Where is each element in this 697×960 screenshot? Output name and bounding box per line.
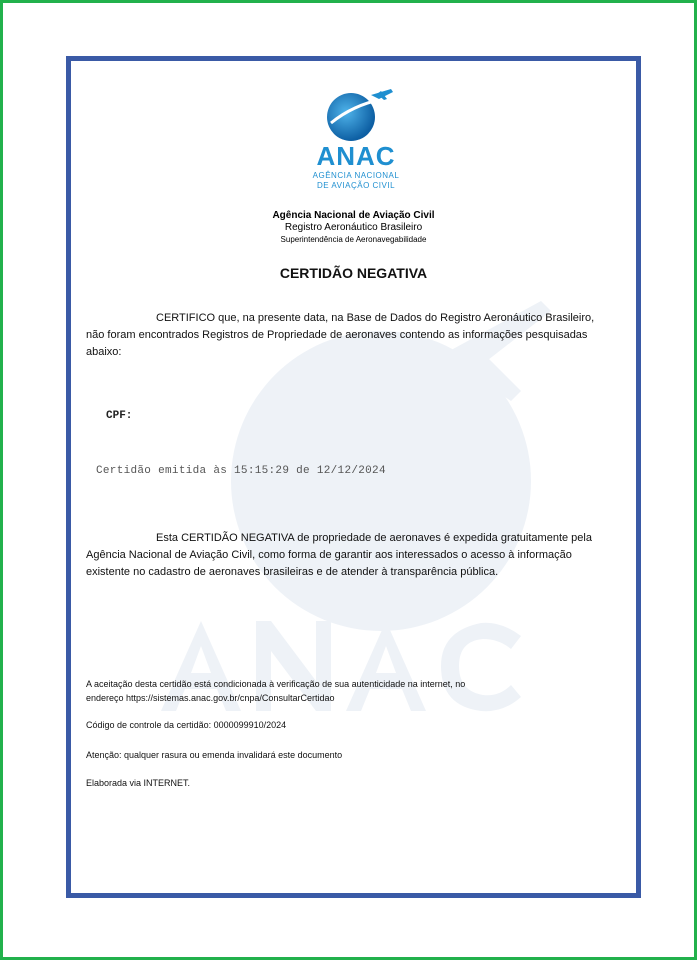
agency-header: [71, 209, 636, 245]
acceptance-line1: A aceitação desta certidão está condicionada à verificação de sua autenticidade na internet, no: [86, 679, 466, 689]
certify-paragraph: [86, 310, 606, 361]
cpf-label: CPF:: [106, 410, 133, 422]
superintendence-name: Superintendência de Aeronavegabilidade: [280, 235, 427, 244]
control-code: Código de controle da certidão: 0000099910/2024: [86, 720, 287, 730]
document-title: CERTIDÃO NEGATIVA: [279, 265, 428, 281]
certify-text: CERTIFICO que, na presente data, na Base de Dados do Registro Aeronáutico Brasileiro, não foram encontrados Registros de Propriedade de aeronaves contendo as informações pesquisadas abaixo:: [86, 312, 595, 358]
prepared-via: Elaborada via INTERNET.: [86, 778, 191, 788]
certificate-document: [66, 56, 641, 898]
issued-timestamp: Certidão emitida às 15:15:29 de 12/12/2024: [96, 465, 386, 477]
free-issue-text: Esta CERTIDÃO NEGATIVA de propriedade de aeronaves é expedida gratuitamente pela Agência Nacional de Aviação Civil, como forma de garantir aos interessados o acesso à informação existente no cadastro de aeronaves brasileiras e de atender à transparência pública.: [86, 532, 592, 578]
free-issue-paragraph: [86, 530, 606, 581]
registry-name: Registro Aeronáutico Brasileiro: [284, 222, 423, 233]
acceptance-line2: endereço https://sistemas.anac.gov.br/cnpa/ConsultarCertidao: [86, 693, 335, 703]
agency-name: Agência Nacional de Aviação Civil: [272, 210, 435, 221]
logo-wordmark: ANAC: [316, 141, 396, 171]
logo-subtitle-line1: AGÊNCIA NACIONAL: [312, 171, 400, 180]
logo-subtitle-line2: DE AVIAÇÃO CIVIL: [316, 181, 396, 190]
warning-notice: Atenção: qualquer rasura ou emenda invalidará este documento: [86, 750, 343, 760]
logo-subtitle: [256, 171, 456, 191]
acceptance-notice: [86, 677, 616, 705]
